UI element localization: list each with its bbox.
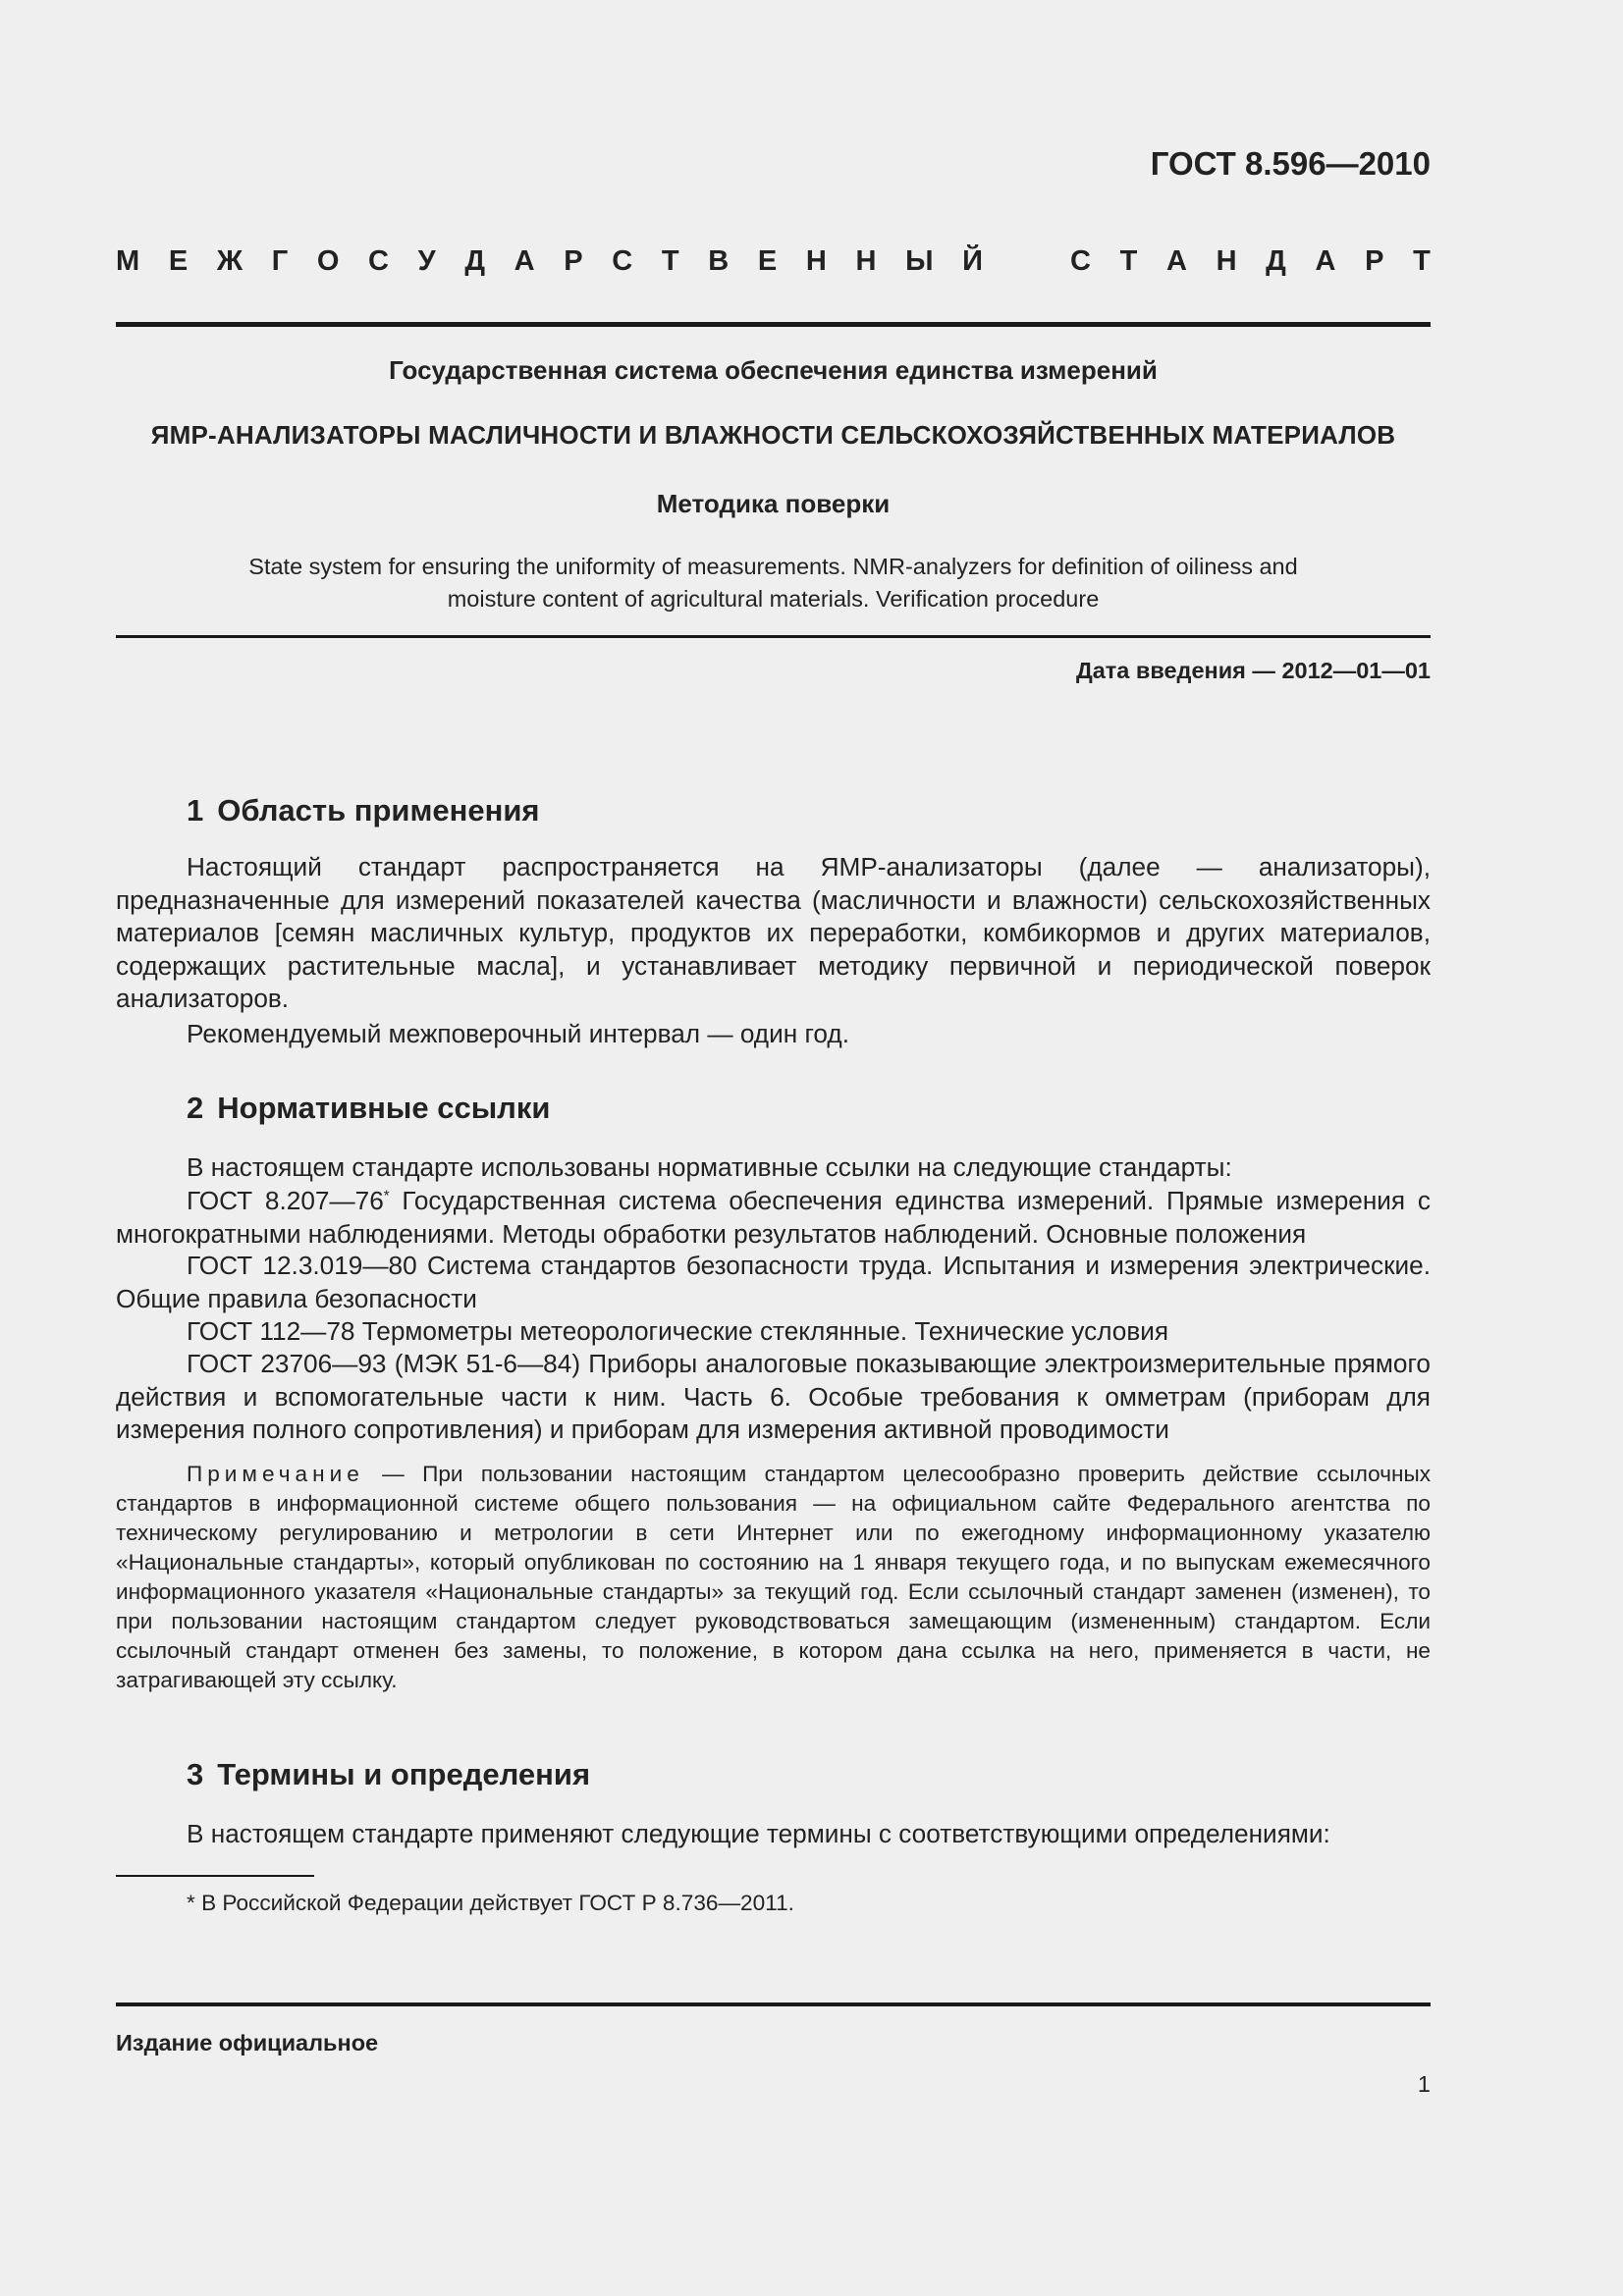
- reference-code: ГОСТ 8.207—76: [187, 1186, 384, 1215]
- heading-letter: Н: [855, 245, 877, 277]
- reference-item: [116, 1185, 1431, 1251]
- footnote: * В Российской Федерации действует ГОСТ Р 8.736—2011.: [187, 1891, 794, 1915]
- reference-code: ГОСТ 12.3.019—80: [187, 1251, 417, 1280]
- page-number: 1: [1417, 2071, 1431, 2097]
- heading-letter: А: [1165, 245, 1187, 277]
- heading-letter: А: [1315, 245, 1336, 277]
- reference-item: [116, 1348, 1431, 1447]
- section-number: 3: [187, 1757, 204, 1791]
- note-label: Примечание: [187, 1462, 364, 1486]
- document-subtitle: Методика поверки: [656, 489, 891, 518]
- heading-letter: А: [514, 245, 535, 277]
- section-number: 1: [187, 793, 204, 828]
- top-rule: [116, 322, 1431, 327]
- section-3-heading: [187, 1757, 590, 1792]
- heading-letter: Е: [168, 245, 189, 277]
- heading-letter: Ы: [905, 245, 934, 277]
- official-edition-label: Издание официальное: [116, 2030, 379, 2056]
- reference-text: Термометры метеорологические стеклянные. Технические условия: [354, 1316, 1169, 1346]
- heading-letter: Д: [464, 245, 486, 277]
- heading-letter: М: [116, 245, 140, 277]
- heading-letter: В: [708, 245, 730, 277]
- introduction-date: Дата введения — 2012—01—01: [1075, 658, 1431, 683]
- reference-code: ГОСТ 23706—93: [187, 1349, 387, 1378]
- section-1-paragraph: Рекомендуемый межповерочный интервал — один год.: [187, 1019, 849, 1048]
- note-block: [116, 1460, 1431, 1695]
- section-1-heading: [187, 793, 540, 828]
- interstate-standard-heading: [116, 245, 1431, 278]
- heading-letter: С: [612, 245, 633, 277]
- heading-letter: О: [316, 245, 340, 277]
- heading-letter: С: [368, 245, 389, 277]
- reference-text: Система стандартов безопасности труда. Испытания и измерения электрические. Общие правила безопасности: [116, 1251, 1431, 1313]
- footnote-separator: [116, 1875, 314, 1877]
- reference-text: Государственная система обеспечения единства измерений. Прямые измерения с многократными наблюдениями. Методы обработки результатов наблюдений. Основные положения: [116, 1186, 1431, 1249]
- standard-code: ГОСТ 8.596—2010: [1150, 145, 1431, 182]
- title-bottom-rule: [116, 635, 1431, 638]
- heading-letter: Е: [757, 245, 778, 277]
- heading-letter: Р: [564, 245, 583, 277]
- section-2-intro: В настоящем стандарте использованы нормативные ссылки на следующие стандарты:: [187, 1152, 1232, 1182]
- section-2-heading: [187, 1091, 550, 1126]
- footer-rule: [116, 2002, 1431, 2006]
- heading-letter: Н: [1216, 245, 1237, 277]
- reference-item: [116, 1315, 1431, 1349]
- heading-letter: Й: [962, 245, 983, 277]
- reference-code: ГОСТ 112—78: [187, 1316, 355, 1346]
- heading-letter: С: [1069, 245, 1091, 277]
- section-1-paragraph: Настоящий стандарт распространяется на ЯМР-анализаторы (далее — анализаторы), предназначенные для измерений показателей качества (масличности и влажности) сельскохозяйственных материалов [семян масличных культур, продуктов их переработки, комбикормов и других материалов, содержащих растительные масла], и устанавливает методику первичной и периодической поверок анализаторов.: [116, 852, 1431, 1013]
- note-text: — При пользовании настоящим стандартом целесообразно проверить действие ссылочных стандартов в информационной системе общего пользования — на официальном сайте Федерального агентства по техническому регулированию и метрологии в сети Интернет или по ежегодному информационному указателю «Национальные стандарты», который опубликован по состоянию на 1 января текущего года, и по выпускам ежемесячного информационного указателя «Национальные стандарты» за текущий год. Если ссылочный стандарт заменен (изменен), то при пользовании настоящим стандартом следует руководствоваться замещающим (измененным) стандартом. Если ссылочный стандарт отменен без замены, то положение, в котором дана ссылка на него, применяется в части, не затрагивающей эту ссылку.: [116, 1462, 1431, 1692]
- english-title: State system for ensuring the uniformity of measurements. NMR-analyzers for definition of oiliness and moisture content of agricultural materials. Verification procedure: [248, 554, 1298, 612]
- system-title: Государственная система обеспечения единства измерений: [389, 355, 1158, 385]
- heading-letter: Д: [1266, 245, 1286, 277]
- heading-letter: Ж: [216, 245, 243, 277]
- heading-letter: Н: [805, 245, 827, 277]
- heading-letter: Г: [271, 245, 289, 277]
- reference-text: (МЭК 51-6—84) Приборы аналоговые показывающие электроизмерительные прямого действия и вспомогательные части к ним. Часть 6. Особые требования к омметрам (приборам для измерения полного сопротивления) и приборам для измерения активной проводимости: [116, 1349, 1431, 1444]
- heading-letter: Т: [1413, 245, 1431, 277]
- section-3-paragraph: В настоящем стандарте применяют следующие термины с соответствующими определениями:: [187, 1819, 1330, 1848]
- footnote-marker: *: [383, 1187, 390, 1204]
- heading-letter: Р: [1365, 245, 1384, 277]
- document-title: ЯМР-АНАЛИЗАТОРЫ МАСЛИЧНОСТИ И ВЛАЖНОСТИ СЕЛЬСКОХОЗЯЙСТВЕННЫХ МАТЕРИАЛОВ: [150, 420, 1396, 450]
- section-number: 2: [187, 1091, 204, 1125]
- section-title: Термины и определения: [217, 1757, 591, 1791]
- section-title: Нормативные ссылки: [217, 1091, 551, 1125]
- reference-item: [116, 1250, 1431, 1315]
- heading-letter: Т: [1119, 245, 1138, 277]
- heading-letter: У: [417, 245, 436, 277]
- heading-letter: Т: [661, 245, 679, 277]
- section-title: Область применения: [217, 793, 540, 828]
